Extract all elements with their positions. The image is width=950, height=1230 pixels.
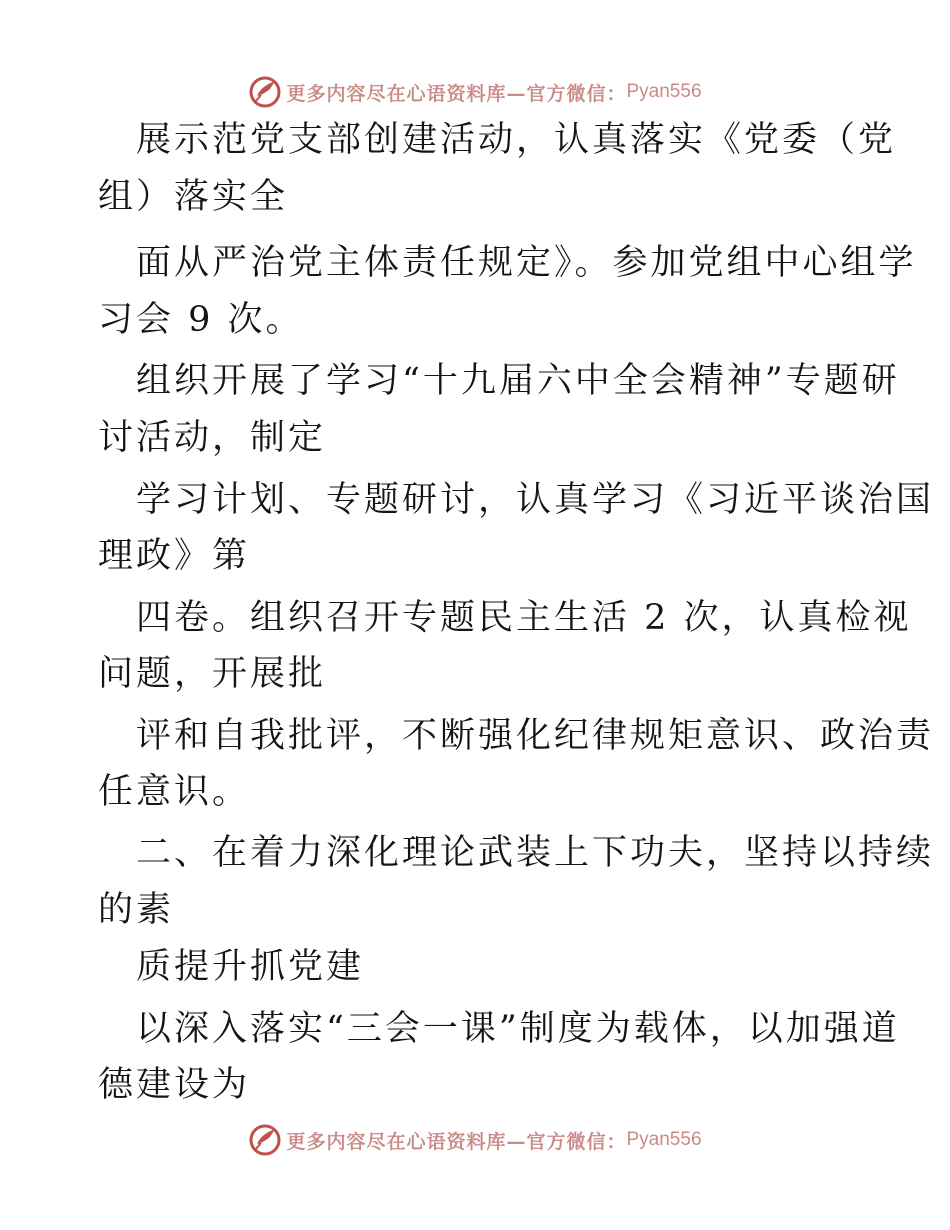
text-line: 质提升抓党建 [136, 947, 365, 987]
watermark-wechat-id: Pyan556 [626, 81, 702, 102]
text-line: 任意识。 [98, 772, 251, 812]
watermark-text: 更多内容尽在心语资料库—官方微信： [286, 1130, 627, 1153]
footer-watermark [0, 1120, 950, 1160]
text-line: 二、在着力深化理论武装上下功夫，坚持以持续 [136, 833, 935, 873]
text-line: 学习计划、专题研讨，认真学习《习近平谈治国 [136, 480, 935, 520]
text-line: 评和自我批评，不断强化纪律规矩意识、政治责 [136, 716, 935, 756]
header-watermark [0, 72, 950, 112]
text-line: 展示范党支部创建活动，认真落实《党委（党 [136, 120, 897, 160]
text-line: 的素 [98, 890, 175, 930]
watermark-logo-icon [248, 75, 282, 109]
watermark-wechat-id: Pyan556 [626, 1129, 702, 1150]
watermark-text: 更多内容尽在心语资料库—官方微信： [286, 82, 627, 105]
watermark-logo-icon [248, 1123, 282, 1157]
text-line: 习会 9 次。 [98, 300, 304, 340]
text-line: 组织开展了学习“十九届六中全会精神”专题研 [136, 361, 900, 401]
text-line: 理政》第 [98, 536, 251, 576]
text-line: 讨活动，制定 [98, 418, 327, 458]
text-line: 以深入落实“三会一课”制度为载体，以加强道 [136, 1009, 900, 1049]
text-line: 四卷。组织召开专题民主生活 2 次，认真检视 [136, 598, 912, 638]
text-line: 问题，开展批 [98, 654, 327, 694]
text-line: 德建设为 [98, 1065, 251, 1105]
text-line: 组）落实全 [98, 177, 289, 217]
text-line: 面从严治党主体责任规定》。参加党组中心组学 [136, 243, 917, 283]
